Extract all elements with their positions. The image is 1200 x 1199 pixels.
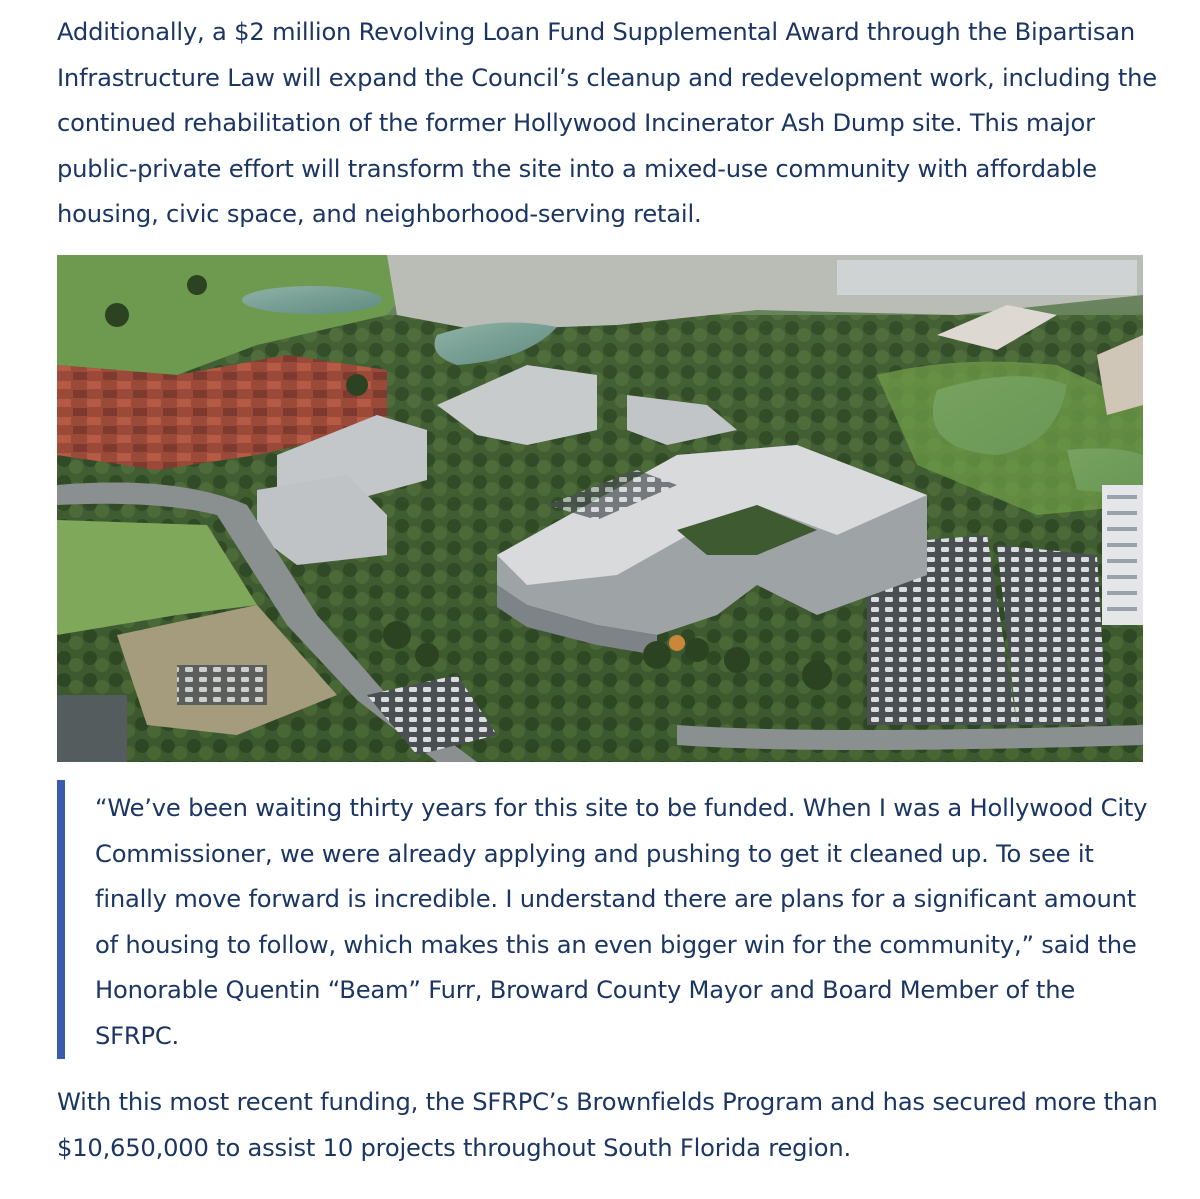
quote-accent-bar: [57, 780, 65, 1059]
intro-paragraph: Additionally, a $2 million Revolving Loan Fund Supplemental Award through the Bipartisan Infrastructure Law will expand the Council’s cleanup and redevelopment work, including the continued rehabilitation of the former Hollywood Incinerator Ash Dump site. This major public-private effort will transform the site into a mixed-use community with affordable housing, civic space, and neighborhood-serving retail.: [57, 18, 1157, 228]
closing-paragraph: With this most recent funding, the SFRPC’s Brownfields Program and has secured more than $10,650,000 to assist 10 projects throughout South Florida region.: [57, 1088, 1158, 1162]
pull-quote: [57, 780, 1157, 1059]
quote-text: “We’ve been waiting thirty years for this site to be funded. When I was a Hollywood City Commissioner, we were already applying and pushing to get it cleaned up. To see it finally move forward is incredible. I understand there are plans for a significant amount of housing to follow, which makes this an even bigger win for the community,” said the Honorable Quentin “Beam” Furr, Broward County Mayor and Board Member of the SFRPC.: [95, 794, 1148, 1050]
aerial-rendering-image: [57, 255, 1143, 762]
aerial-rendering-graphic: [57, 255, 1143, 762]
